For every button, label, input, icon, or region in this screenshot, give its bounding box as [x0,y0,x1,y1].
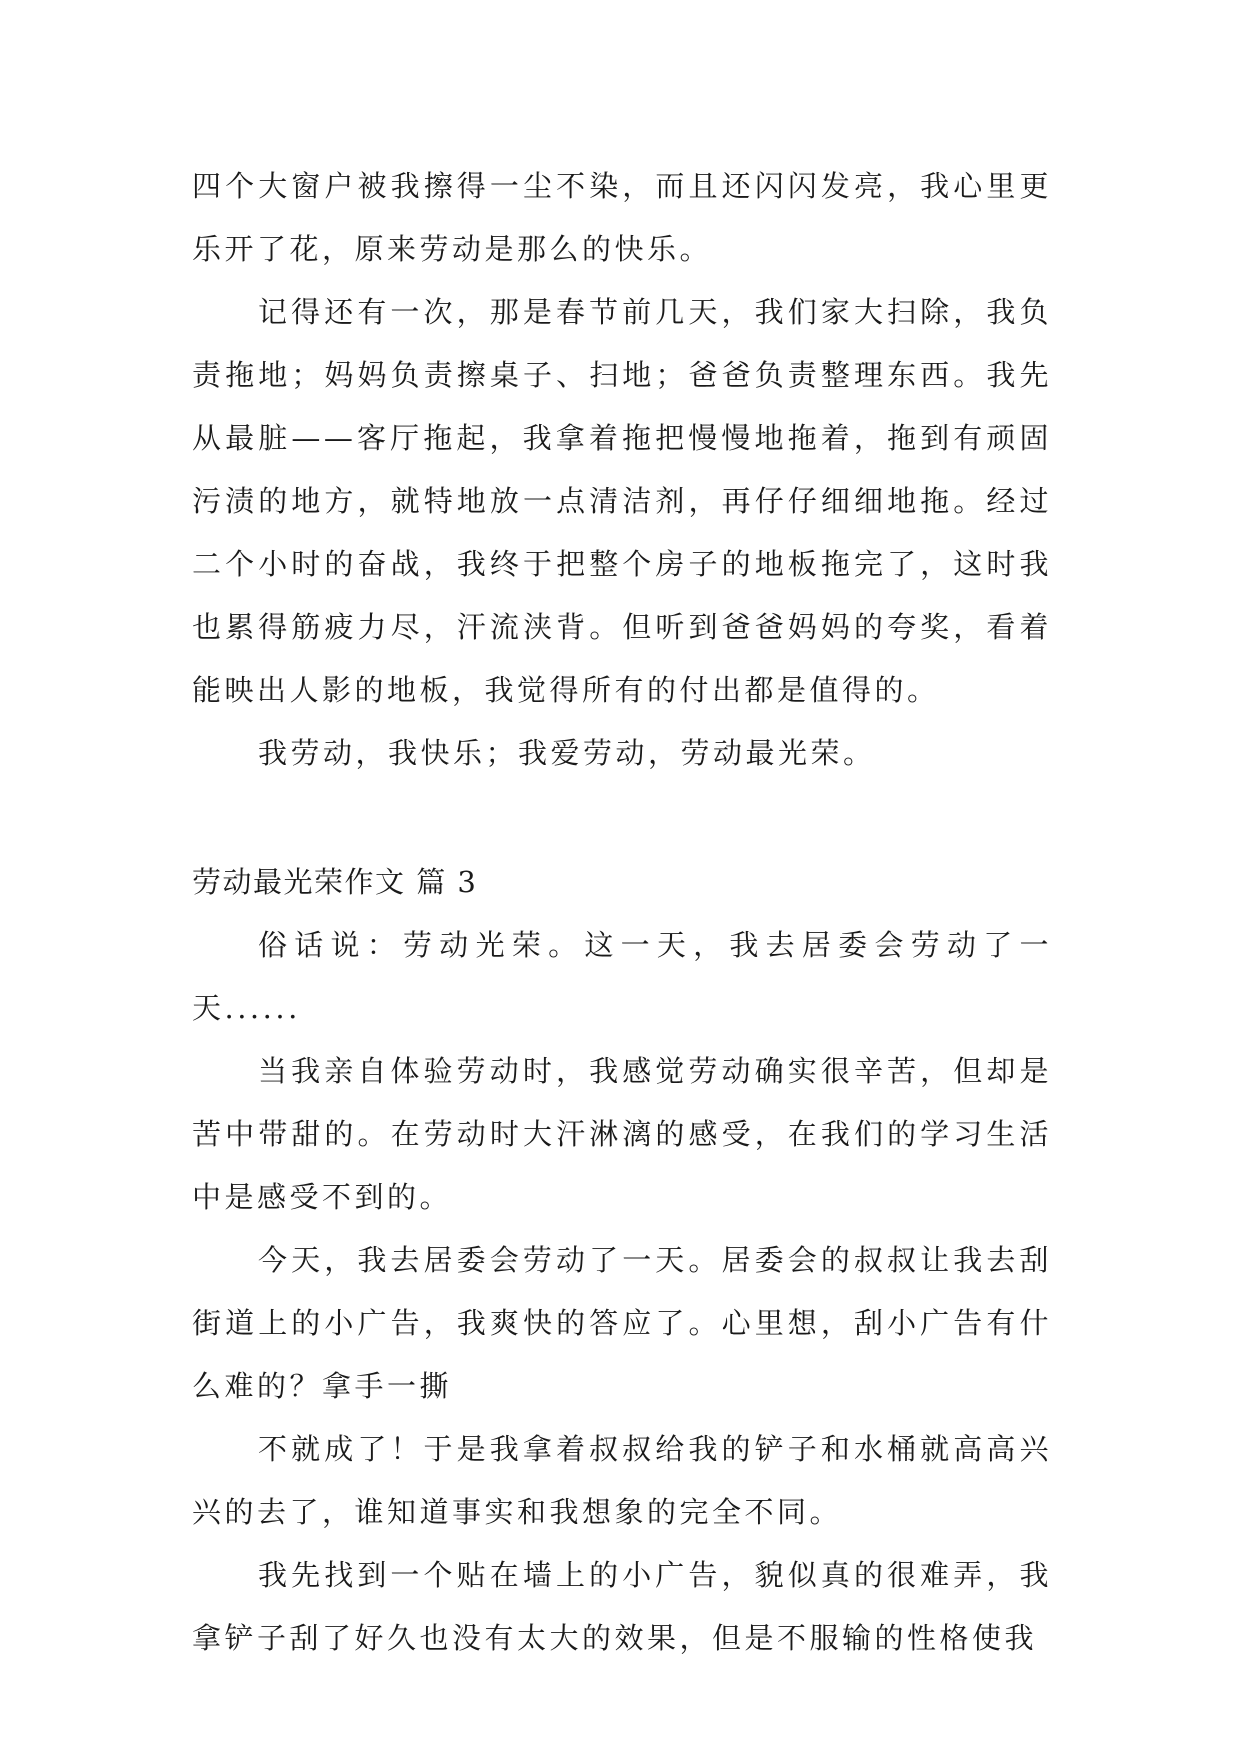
section-spacer [192,785,1052,851]
paragraph: 我先找到一个贴在墙上的小广告，貌似真的很难弄，我拿铲子刮了好久也没有太大的效果，但是不服输的性格使我 [192,1558,1052,1655]
section-heading: 劳动最光荣作文 篇 3 [192,865,478,899]
paragraph: 我劳动，我快乐；我爱劳动，劳动最光荣。 [258,736,876,770]
paragraph: 记得还有一次，那是春节前几天，我们家大扫除，我负责拖地；妈妈负责擦桌子、扫地；爸爸负责整理东西。我先从最脏——客厅拖起，我拿着拖把慢慢地拖着，拖到有顽固污渍的地方，就特地放一点清洁剂，再仔仔细细地拖。经过二个小时的奋战，我终于把整个房子的地板拖完了，这时我也累得筋疲力尽，汗流浃背。但听到爸爸妈妈的夸奖，看着能映出人影的地板，我觉得所有的付出都是值得的。 [192,295,1052,707]
paragraph: 当我亲自体验劳动时，我感觉劳动确实很辛苦，但却是苦中带甜的。在劳动时大汗淋漓的感受，在我们的学习生活中是感受不到的。 [192,1054,1052,1214]
document-body [192,155,1052,1670]
paragraph: 今天，我去居委会劳动了一天。居委会的叔叔让我去刮街道上的小广告，我爽快的答应了。心里想，刮小广告有什么难的？拿手一撕 [192,1243,1052,1403]
paragraph: 不就成了！于是我拿着叔叔给我的铲子和水桶就高高兴兴的去了，谁知道事实和我想象的完全不同。 [192,1432,1052,1529]
paragraph: 俗话说：劳动光荣。这一天，我去居委会劳动了一天...... [192,928,1052,1025]
paragraph: 四个大窗户被我擦得一尘不染，而且还闪闪发亮，我心里更乐开了花，原来劳动是那么的快乐。 [192,169,1052,266]
